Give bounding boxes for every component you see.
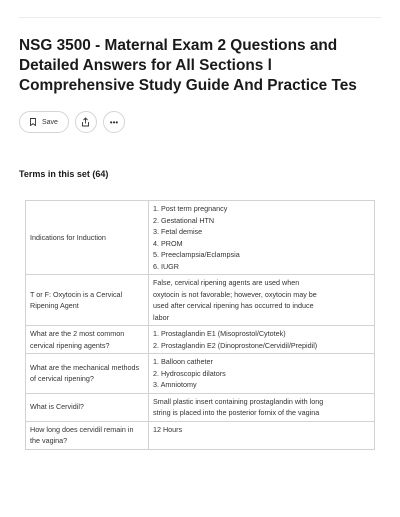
bookmark-icon [30, 118, 36, 126]
action-bar [19, 111, 125, 133]
terms-table [25, 200, 375, 450]
term-cell: What are the 2 most common cervical ripening agents? [26, 326, 149, 354]
definition-line: 5. Preeclampsia/Eclampsia [153, 250, 240, 259]
definition-line: 12 Hours [153, 424, 183, 434]
definition-line: 3. Fetal demise [153, 227, 203, 236]
definition-line: 1. Post term pregnancy [153, 204, 228, 213]
definition-line: False, cervical ripening agents are used when [153, 278, 300, 287]
save-label: Save [42, 118, 58, 126]
term-row [26, 201, 375, 275]
share-icon [81, 117, 90, 127]
top-divider [19, 17, 381, 18]
term-row [26, 275, 375, 326]
definition-line: Small plastic insert containing prostaglandin with long [153, 396, 324, 406]
term-row [26, 421, 375, 449]
definition-cell [149, 421, 375, 449]
definition-line: 1. Prostaglandin E1 (Misoprostol/Cytotek) [153, 329, 286, 338]
term-cell: What are the mechanical methods of cervical ripening? [26, 354, 149, 394]
term-cell: What is Cervidil? [26, 393, 149, 421]
definition-line: 2. Gestational HTN [153, 215, 215, 225]
definition-cell [149, 393, 375, 421]
term-row [26, 393, 375, 421]
share-button[interactable] [75, 111, 97, 133]
title-line: NSG 3500 - Maternal Exam 2 Questions and [19, 37, 338, 54]
definition-line: 2. Prostaglandin E2 (Dinoprostone/Cervidil/Prepidil) [153, 340, 318, 350]
save-button[interactable] [19, 111, 69, 133]
title-line: Comprehensive Study Guide And Practice Tes [19, 77, 357, 94]
term-cell: Indications for Induction [26, 201, 149, 275]
definition-cell [149, 326, 375, 354]
title-line: Detailed Answers for All Sections l [19, 57, 272, 74]
definition-line: 6. IUGR [153, 261, 179, 271]
definition-line: 2. Hydroscopic dilators [153, 368, 226, 378]
definition-cell [149, 201, 375, 275]
term-row [26, 354, 375, 394]
term-cell: T or F: Oxytocin is a Cervical Ripening Agent [26, 275, 149, 326]
definition-cell [149, 275, 375, 326]
definition-line: labor [153, 312, 169, 322]
definition-line: 1. Balloon catheter [153, 357, 213, 366]
more-options-button[interactable] [103, 111, 125, 133]
term-row [26, 326, 375, 354]
definition-line: used after cervical ripening has occurred to induce [153, 301, 314, 310]
definition-line: oxytocin is not favorable; however, oxytocin may be [153, 289, 317, 299]
definition-cell [149, 354, 375, 394]
terms-heading: Terms in this set (64) [19, 169, 109, 179]
term-cell: How long does cervidil remain in the vagina? [26, 421, 149, 449]
definition-line: 4. PROM [153, 238, 183, 248]
definition-line: string is placed into the posterior fornix of the vagina [153, 408, 320, 417]
definition-line: 3. Amniotomy [153, 380, 197, 389]
more-options-icon: ••• [109, 117, 119, 127]
page-title [19, 36, 391, 96]
